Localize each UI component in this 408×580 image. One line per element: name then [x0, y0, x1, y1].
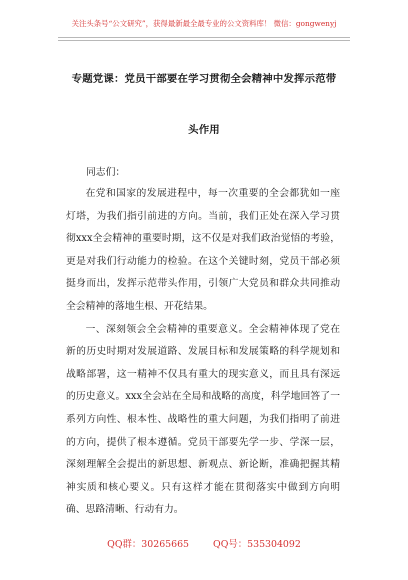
document-body [66, 183, 340, 522]
header-divider-top [58, 37, 350, 38]
greeting: 同志们： [86, 167, 126, 178]
header-divider-bottom [58, 40, 350, 41]
qq-number: QQ号：535304092 [213, 539, 301, 550]
document-title-line2: 头作用 [188, 124, 220, 136]
body-paragraph-2: 一、深刻领会全会精神的重要意义。全会精神体现了党在新的历史时期对发展道路、发展目标和发展策略的科学规划和战略部署，这一精神不仅具有重大的现实意义，而且具有深远的历史意义。xxx全会站在全局和战略的高度，科学地回答了一系列方向性、根本性、战略性的重大问题，为我们指明了前进的方向，提供了根本遵循。党员干部要先学一步、学深一层，深刻理解全会提出的新思想、新观点、新论断，准确把握其精神实质和核心要义。只有这样才能在贯彻落实中做到方向明确、思路清晰、行动有力。 [66, 323, 340, 516]
body-paragraph-1: 在党和国家的发展进程中，每一次重要的全会都犹如一座灯塔，为我们指引前进的方向。当前，我们正处在深入学习贯彻xxx全会精神的重要时期，这不仅是对我们政治觉悟的考验，更是对我们行动能力的检验。在这个关键时刻，党员干部必须挺身而出，发挥示范带头作用，引领广大党员和群众共同推动全会精神的落地生根、开花结果。 [66, 188, 340, 312]
document-title-line1: 专题党课：党员干部要在学习贯彻全会精神中发挥示范带 [71, 73, 337, 85]
header-banner: 关注头条号“公文研究”，获得最新最全最专业的公文资料库！ 微信：gongwenyj [71, 19, 337, 28]
footer-contact [0, 539, 408, 551]
qq-group-number: QQ群：30265665 [107, 539, 190, 550]
